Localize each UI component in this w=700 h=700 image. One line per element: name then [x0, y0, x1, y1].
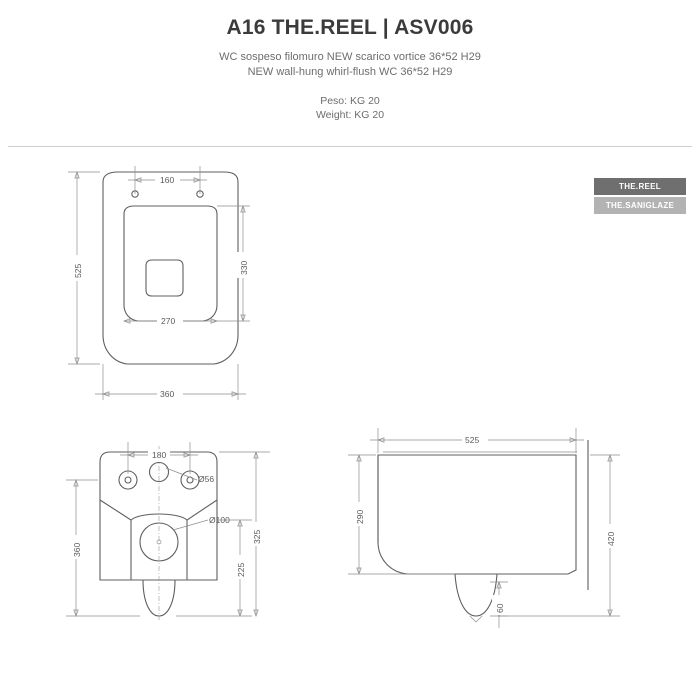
dim-top-overall-width: 360 — [160, 389, 175, 399]
dim-side-height-total: 420 — [606, 531, 616, 546]
top-view-drawing — [68, 166, 250, 400]
dim-top-overall-length: 525 — [73, 263, 83, 278]
dim-top-opening-width: 270 — [161, 316, 176, 326]
front-view-drawing — [66, 442, 270, 620]
badge-the-reel: THE.REEL — [594, 178, 686, 195]
dim-front-outlet-diameter: Ø100 — [209, 515, 230, 525]
dim-front-overall-width: 360 — [72, 542, 82, 557]
subtitle-english: NEW wall-hung whirl-flush WC 36*52 H29 — [247, 66, 453, 78]
dim-side-height-body: 290 — [355, 509, 365, 524]
dim-front-bolts-spacing: 180 — [152, 450, 167, 460]
dim-front-height-total: 325 — [252, 529, 262, 544]
dim-front-vent-diameter: Ø56 — [198, 474, 215, 484]
badge-the-saniglaze: THE.SANIGLAZE — [594, 197, 686, 214]
technical-drawings — [0, 150, 700, 700]
weight-italian: Peso: KG 20 — [320, 95, 380, 107]
sheet-header — [0, 0, 700, 122]
dim-front-height-lower: 225 — [236, 562, 246, 577]
side-view-drawing — [348, 428, 620, 628]
dim-side-overall-length: 525 — [465, 435, 480, 445]
subtitle-italian: WC sospeso filomuro NEW scarico vortice 36*52 H29 — [219, 51, 481, 63]
dim-top-opening-length: 330 — [239, 260, 249, 275]
header-divider — [8, 146, 692, 147]
dim-side-bottom-detail: 60 — [495, 603, 505, 613]
weight-english: Weight: KG 20 — [315, 109, 385, 121]
page-title: A16 THE.REEL | ASV006 — [226, 16, 474, 39]
dim-top-holes-spacing: 160 — [160, 175, 175, 185]
